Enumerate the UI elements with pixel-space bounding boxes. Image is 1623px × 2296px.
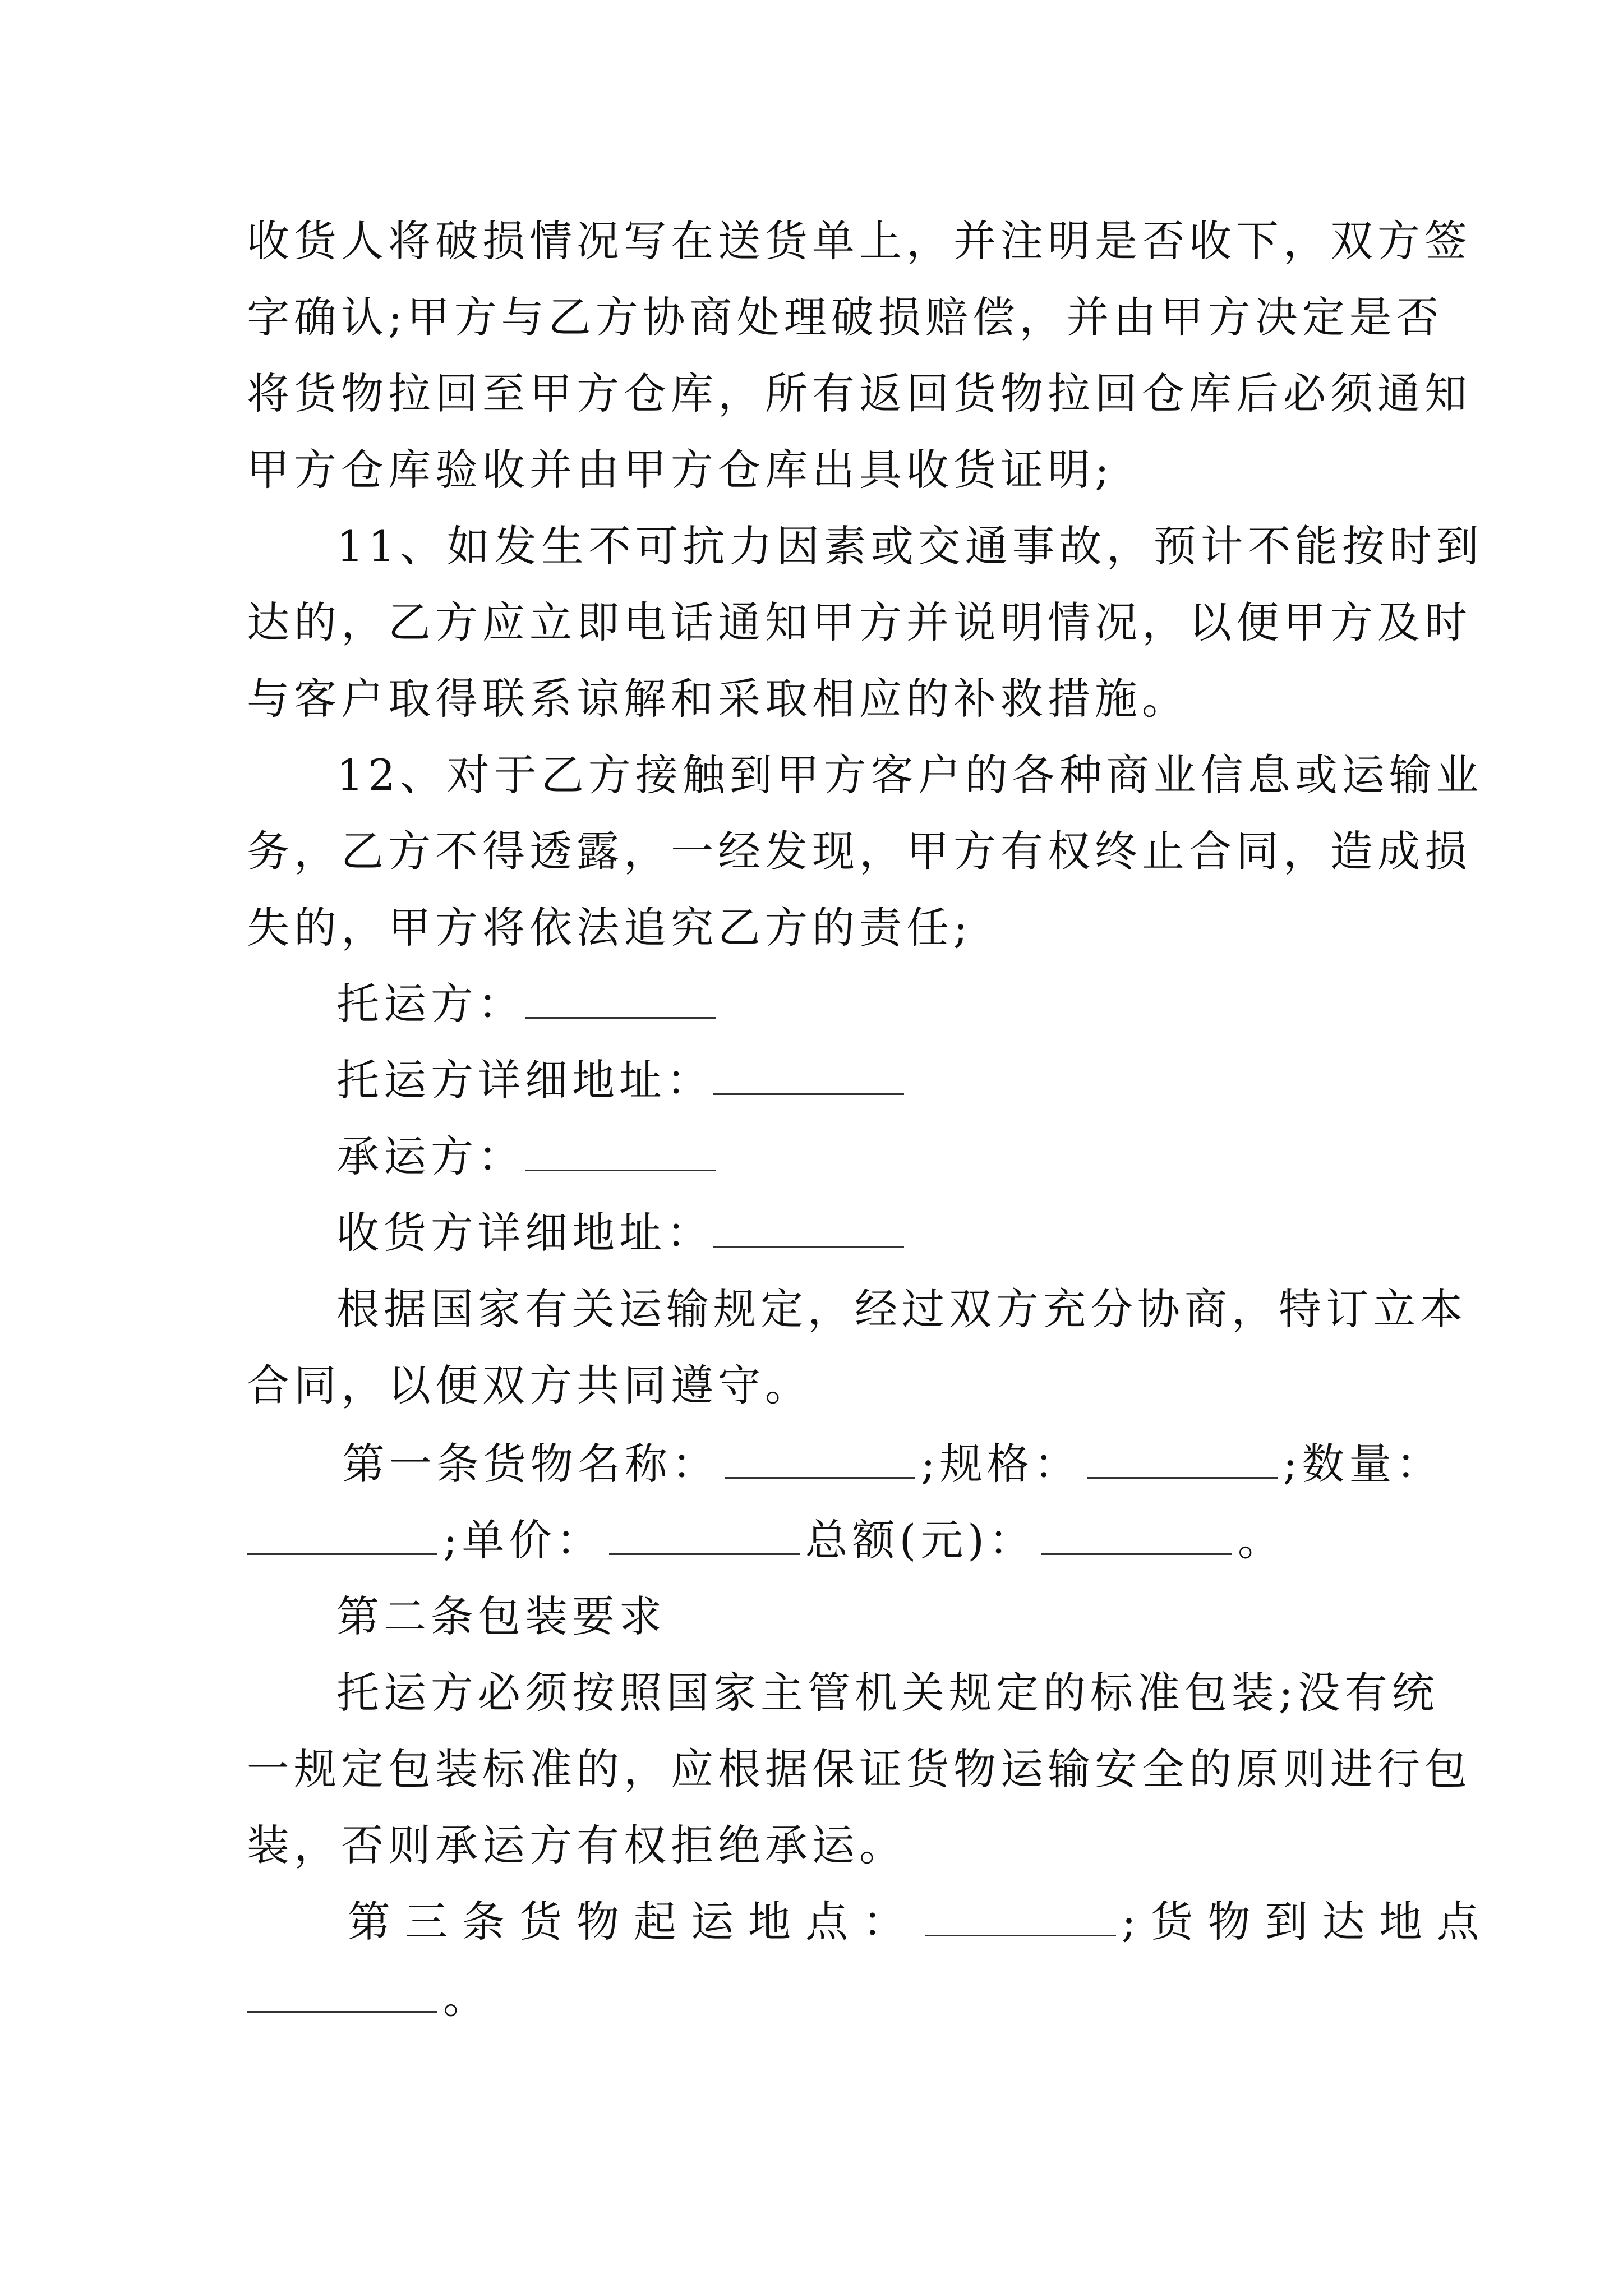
paragraph-damage-line-1: 收货人将破损情况写在送货单上，并注明是否收下，双方签 xyxy=(247,216,1472,266)
destination-blank[interactable] xyxy=(247,1971,437,2013)
spec-label: ;规格： xyxy=(921,1439,1081,1489)
clause-12-line-1: 12、对于乙方接触到甲方客户的各种商业信息或运输业 xyxy=(336,750,1483,800)
article-1-row-1 xyxy=(342,1436,1443,1492)
shipper-row xyxy=(336,976,721,1032)
clause-11-line-1: 11、如发生不可抗力因素或交通事故，预计不能按时到 xyxy=(336,521,1483,571)
unit-price-label: ;单价： xyxy=(443,1515,603,1565)
consignee-address-row xyxy=(336,1205,910,1261)
clause-12-line-2: 务，乙方不得透露，一经发现，甲方有权终止合同，造成损 xyxy=(247,826,1472,876)
spec-blank[interactable] xyxy=(1087,1437,1278,1479)
origin-blank[interactable] xyxy=(925,1894,1116,1936)
destination-label: ;货物到达地点 xyxy=(1122,1897,1494,1947)
carrier-row xyxy=(336,1129,721,1185)
goods-name-label: 第一条货物名称： xyxy=(342,1439,719,1489)
clause-12-line-3: 失的，甲方将依法追究乙方的责任; xyxy=(247,903,972,953)
shipper-label: 托运方： xyxy=(336,979,525,1029)
consignee-address-blank[interactable] xyxy=(713,1205,904,1248)
article-2-line-2: 一规定包装标准的，应根据保证货物运输安全的原则进行包 xyxy=(247,1744,1472,1794)
article-3-end: 。 xyxy=(443,1973,490,2023)
shipper-address-blank[interactable] xyxy=(713,1053,904,1095)
paragraph-damage-line-4: 甲方仓库验收并由甲方仓库出具收货证明; xyxy=(247,445,1114,495)
shipper-blank[interactable] xyxy=(525,977,716,1019)
article-2-line-3: 装，否则承运方有权拒绝承运。 xyxy=(247,1820,906,1870)
paragraph-damage-line-3: 将货物拉回至甲方仓库，所有返回货物拉回仓库后必须通知 xyxy=(247,369,1472,418)
origin-label: 第三条货物起运地点： xyxy=(348,1897,920,1947)
article-1-row-2 xyxy=(247,1512,1285,1568)
article-2-line-1: 托运方必须按照国家主管机关规定的标准包装;没有统 xyxy=(336,1668,1439,1718)
article-1-end: 。 xyxy=(1237,1515,1285,1565)
consignee-address-label: 收货方详细地址： xyxy=(336,1208,713,1258)
shipper-address-label: 托运方详细地址： xyxy=(336,1055,713,1105)
quantity-blank[interactable] xyxy=(247,1513,437,1555)
quantity-label: ;数量： xyxy=(1283,1439,1444,1489)
clause-11-line-3: 与客户取得联系谅解和采取相应的补救措施。 xyxy=(247,674,1189,724)
shipper-address-row xyxy=(336,1052,910,1108)
total-blank[interactable] xyxy=(1041,1513,1232,1555)
article-3-row-1 xyxy=(348,1894,1494,1950)
paragraph-damage-line-2: 字确认;甲方与乙方协商处理破损赔偿，并由甲方决定是否 xyxy=(247,292,1444,342)
total-label: 总额(元)： xyxy=(805,1515,1036,1565)
preamble-line-2: 合同，以便双方共同遵守。 xyxy=(247,1360,812,1410)
unit-price-blank[interactable] xyxy=(609,1513,800,1555)
carrier-blank[interactable] xyxy=(525,1129,716,1171)
article-3-row-2 xyxy=(247,1970,490,2026)
article-2-title: 第二条包装要求 xyxy=(336,1591,666,1641)
goods-name-blank[interactable] xyxy=(725,1437,915,1479)
clause-11-line-2: 达的，乙方应立即电话通知甲方并说明情况，以便甲方及时 xyxy=(247,597,1472,647)
preamble-line-1: 根据国家有关运输规定，经过双方充分协商，特订立本 xyxy=(336,1284,1467,1334)
carrier-label: 承运方： xyxy=(336,1131,525,1181)
